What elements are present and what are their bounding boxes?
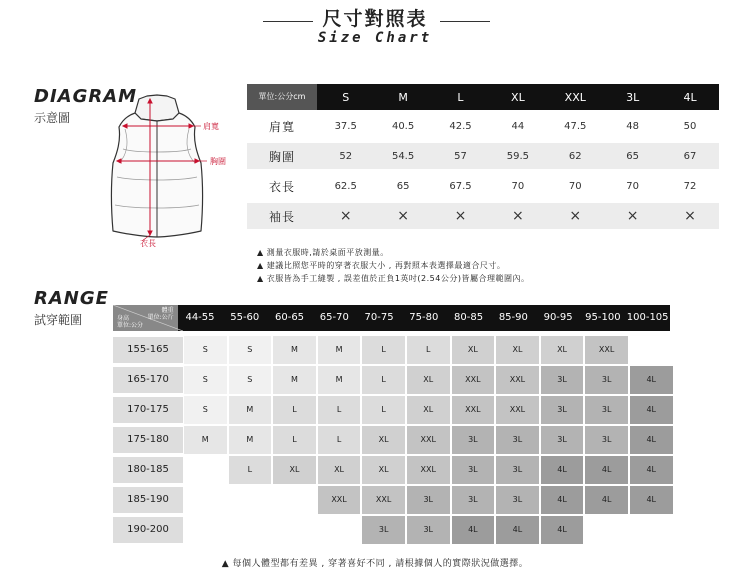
weight-unit: 單位:公斤 [147,314,174,321]
label-shoulder: 肩寬 [203,122,219,131]
weight-col: 55-60 [230,312,260,323]
range-cell: XXL [362,486,405,514]
range-cell: XXL [585,336,628,364]
row-label: 衣長 [268,179,295,194]
range-cell: 3L [452,426,495,454]
size-cell: 57 [454,150,467,162]
weight-label: 體重 [161,307,174,314]
range-cell: 4L [630,486,673,514]
range-cell: S [184,396,227,424]
row-label: 袖長 [268,209,295,224]
range-cell: XL [273,456,316,484]
range-cell: 4L [630,426,673,454]
size-cell: 65 [626,150,640,162]
range-cell: 4L [541,516,584,544]
range-cell: L [273,396,316,424]
range-cell: L [362,336,405,364]
height-row-label: 190-200 [113,517,183,543]
range-cell: L [273,426,316,454]
range-cell: 3L [541,366,584,394]
size-cell: 59.5 [506,150,529,162]
size-cell: 47.5 [564,120,587,132]
size-cell: 72 [683,180,697,192]
page-subtitle: Size Chart [317,30,433,46]
range-title: RANGE [34,288,109,309]
range-cell: XXL [318,486,361,514]
range-cell: 4L [630,456,673,484]
range-cell: 3L [362,516,405,544]
vest-diagram [95,93,225,245]
range-cell: XL [362,426,405,454]
size-col: XL [511,90,525,104]
size-cell: × [397,208,409,224]
range-cell: 4L [630,396,673,424]
range-cell: 4L [496,516,539,544]
range-cell: 3L [496,426,539,454]
range-cell: XL [407,396,450,424]
row-label: 胸圍 [268,149,295,164]
weight-col: 80-85 [454,312,484,323]
weight-col: 44-55 [185,312,215,323]
size-cell: × [339,208,352,224]
range-cell: 3L [541,396,584,424]
weight-col: 75-80 [409,312,439,323]
range-cell: 3L [585,366,628,394]
size-cell: 67.5 [449,180,472,192]
unit-label: 單位:公分cm [247,84,317,110]
size-cell: 62 [568,150,582,162]
size-row-sleeve [247,203,719,229]
range-cell: 4L [630,366,673,394]
weight-col: 65-70 [319,312,349,323]
size-cell: 62.5 [334,180,357,192]
weight-col: 90-95 [543,312,573,323]
range-cell: S [229,366,272,394]
size-cell: 44 [511,120,525,132]
range-cell: 3L [407,486,450,514]
label-length: 衣長 [140,239,156,248]
size-cell: 67 [683,150,697,162]
size-cell: 50 [683,120,697,132]
range-cell: XXL [452,396,495,424]
weight-col: 95-100 [585,312,621,323]
size-row-length [247,173,719,199]
size-cell: × [569,208,582,224]
range-cell: L [362,396,405,424]
size-col: S [342,90,350,104]
label-chest: 胸圍 [210,157,226,166]
page-title: 尺寸對照表 [322,8,428,30]
range-cell: M [229,426,272,454]
note: ▲ 衣服皆為手工縫製 , 誤差值於正負1英吋(2.54公分)皆屬合理範圍內。 [257,274,530,283]
diagram-title: DIAGRAM [34,86,138,107]
note: ▲ 建議比照您平時的穿著衣服大小 , 再對照本表選擇最適合尺寸。 [257,261,506,270]
range-cell: S [184,336,227,364]
range-cell: 4L [585,486,628,514]
range-cell: XXL [452,366,495,394]
range-cell: 4L [541,456,584,484]
weight-col: 60-65 [274,312,305,323]
size-cell: 70 [568,180,582,192]
range-cell: 4L [585,456,628,484]
size-cell: × [684,208,696,224]
range-cell: 3L [496,456,539,484]
range-cell: L [407,336,450,364]
range-cell: XXL [496,366,539,394]
range-cell: 4L [452,516,495,544]
height-label: 身高 [117,315,130,322]
height-row-label: 185-190 [113,487,183,513]
height-row-label: 170-175 [113,397,183,423]
range-cell: XL [496,336,539,364]
size-cell: 37.5 [334,120,357,132]
size-cell: × [454,208,467,224]
size-table-header [247,84,719,110]
range-cell: 4L [541,486,584,514]
range-cell: XL [541,336,584,364]
range-cell: M [273,336,316,364]
size-row-shoulder [247,113,719,139]
size-cell: × [626,208,639,224]
range-cell: M [184,426,227,454]
note: ▲ 測量衣服時,請於桌面平放測量。 [257,248,389,257]
size-cell: 48 [626,120,640,132]
height-row-label: 155-165 [113,337,183,363]
range-cell: M [318,366,361,394]
range-cell: XXL [496,396,539,424]
size-row-chest [247,143,719,169]
title-rule-right [440,21,490,22]
size-cell: 65 [396,180,410,192]
size-col: 4L [683,90,697,104]
size-cell: 70 [511,180,525,192]
height-row-label: 165-170 [113,367,183,393]
range-cell: 3L [407,516,450,544]
size-cell: 52 [339,150,353,162]
range-header [113,305,670,331]
range-cell: XL [362,456,405,484]
size-col: XXL [564,90,586,104]
range-cell: S [184,366,227,394]
range-cell: 3L [585,396,628,424]
range-cell: XL [318,456,361,484]
diagram-subtitle: 示意圖 [34,111,71,125]
range-cell: 3L [585,426,628,454]
weight-col: 85-90 [498,312,528,323]
height-row-label: 175-180 [113,427,183,453]
height-row-label: 180-185 [113,457,183,483]
range-cell: L [318,426,361,454]
range-cell: L [362,366,405,394]
range-subtitle: 試穿範圍 [34,313,83,327]
height-unit: 單位:公分 [117,322,144,329]
range-cell: M [273,366,316,394]
size-cell: 54.5 [391,150,415,162]
range-cell: XL [452,336,495,364]
range-cell: M [229,396,272,424]
weight-col: 70-75 [364,312,394,323]
range-cell: M [318,336,361,364]
range-cell: S [229,336,272,364]
range-cell: XXL [407,426,450,454]
range-cell: XXL [407,456,450,484]
range-cell: 3L [541,426,584,454]
range-cell: 3L [452,486,495,514]
size-cell: 40.5 [391,120,415,132]
range-corner [113,305,178,331]
weight-col: 100-105 [626,312,669,323]
range-cell: 3L [452,456,495,484]
size-col: M [398,90,408,104]
range-cell: L [229,456,272,484]
range-cell: L [318,396,361,424]
row-label: 肩寬 [268,119,295,134]
size-col: 3L [626,90,640,104]
range-cell: XL [407,366,450,394]
size-cell: 42.5 [449,120,472,132]
size-col: L [457,90,464,104]
range-cell: 3L [496,486,539,514]
size-cell: 70 [626,180,640,192]
size-cell: × [512,208,524,224]
footer-note: ▲ 每個人體型都有差異 , 穿著喜好不同 , 請根據個人的實際狀況做選擇。 [221,559,529,569]
